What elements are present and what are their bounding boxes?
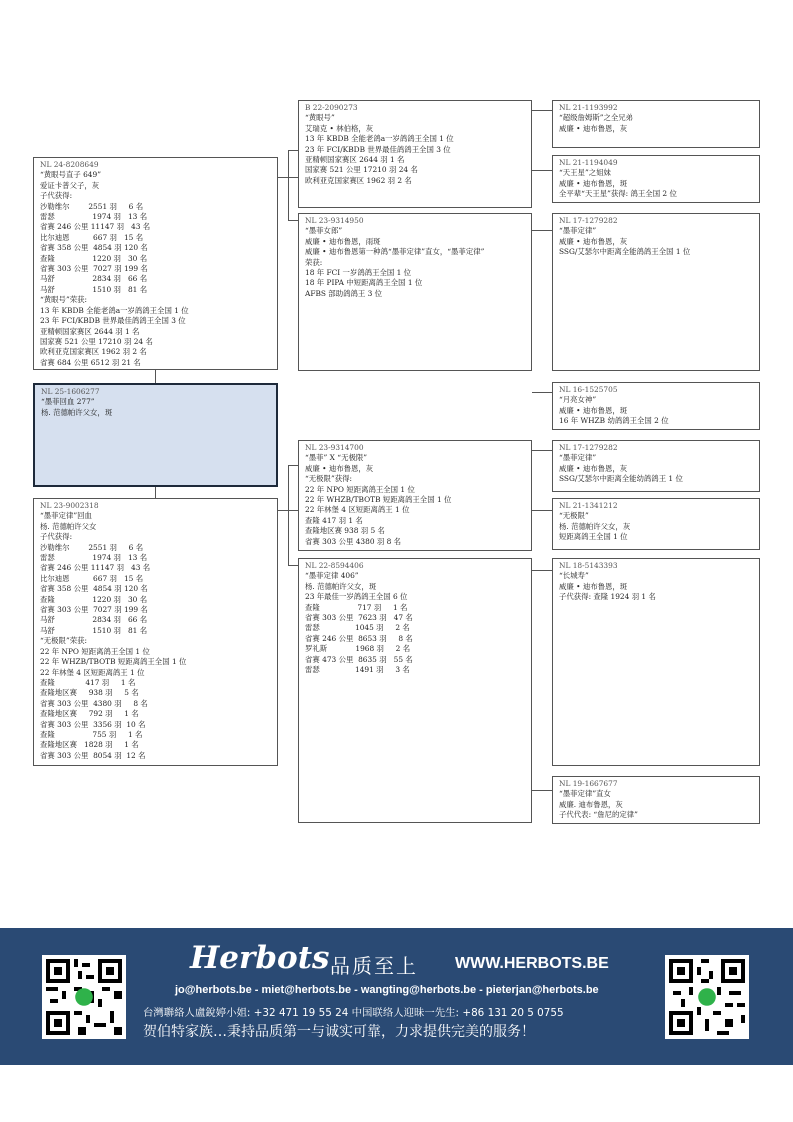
card-line: 威廉 • 迪布鲁恩，灰 [559,463,628,473]
card-line: 省赛 246 公里 11147 羽 43 名 [40,563,151,573]
card-line: 欧利亚克国家赛区 1962 羽 2 名 [40,347,147,357]
card-line: “超级詹姆斯”之全兄弟 [559,113,634,123]
card-line: 查隆 417 羽 1 名 [305,515,363,525]
card-line: “无极限”荣获: [40,636,88,646]
card-line: “无极限”获得: [305,474,353,484]
ring-number: NL 25-1606277 [41,387,100,396]
website-link[interactable]: WWW.HERBOTS.BE [455,955,609,972]
card-line: SSG/艾瑟尔中距离全能幼鸽鸽王 1 位 [559,474,683,484]
card-line: 马舒 2834 羽 66 名 [40,274,148,284]
card-line: “墨菲定律”回血 [40,511,92,521]
connector [288,220,298,221]
card-line: “墨菲定律” [559,453,597,463]
card-line: 雷瑟 1974 羽 13 名 [40,212,148,222]
card-line: 比尔迪恩 667 羽 15 名 [40,232,144,242]
card-line: 威廉 • 迪布鲁恩，斑 [559,581,628,591]
dam-card [33,498,278,766]
card-line: “长城寿” [559,571,589,581]
card-line: 爱证卡普父子，灰 [40,180,100,190]
card-line: “黄眼号直子 649” [40,170,101,180]
email-contacts[interactable]: jo@herbots.be - miet@herbots.be - wangting@herbots.be - pieterjan@herbots.be [175,984,599,996]
card-line: 查隆地区赛 938 羽 5 名 [40,688,139,698]
brand-slogan: 品质至上 [330,954,418,978]
grandsire-dam-card [298,440,532,551]
card-line: 查隆地区赛 938 羽 5 名 [305,526,385,536]
card-line: 国家赛 521 公里 17210 羽 24 名 [40,336,153,346]
card-line: “墨菲女郎” [305,226,343,236]
great-grandparent-card [552,776,760,824]
card-line: 子代代表: “詹尼的定律” [559,810,638,820]
card-line: 雷瑟 1491 羽 3 名 [305,665,410,675]
card-line: 雷瑟 1045 羽 2 名 [305,623,410,633]
brand-logo: Herbots [190,940,330,976]
card-line: 荣获: [305,257,323,267]
card-line: 威廉 • 迪布鲁恩，灰 [559,236,628,246]
card-line: “墨菲定律 406” [305,571,359,581]
card-line: 威廉 • 迪布鲁恩，灰 [559,123,628,133]
connector [532,110,552,111]
card-line: 查隆 717 羽 1 名 [305,602,408,612]
card-line: 22 年 WHZB/TBOTB 短距离鸽王全国 1 位 [305,495,452,505]
qr-code-right [665,955,749,1039]
ring-number: NL 18-5143393 [559,561,618,570]
card-line: 13 年 KBDB 全能老鸽a一岁鸽鸽王全国 1 位 [305,134,454,144]
ring-number: NL 21-1193992 [559,103,618,112]
connector [532,170,552,171]
great-grandparent-card [552,155,760,203]
card-line: 威廉 • 迪布鲁恩第一种鸽“墨菲定律”直女，“墨菲定律” [305,247,485,257]
card-line: 威廉 • 迪布鲁恩，雨斑 [305,236,381,246]
card-line: 23 年最佳一岁鸽鸽王全国 6 位 [305,592,408,602]
connector [532,510,552,511]
ring-number: NL 22-8594406 [305,561,364,570]
ring-number: NL 16-1525705 [559,385,618,394]
ring-number: B 22-2090273 [305,103,358,112]
great-grandparent-card [552,558,760,766]
card-line: 欧利亚克国家赛区 1962 羽 2 名 [305,175,412,185]
connector [532,790,552,791]
card-line: 杨. 范德帕许父女，斑 [41,407,113,417]
card-line: 查隆地区赛 792 羽 1 名 [40,709,139,719]
card-line: 22 年 NPO 短距离鸽王全国 1 位 [40,646,150,656]
card-line: 艾瑞克 • 林伯格，灰 [305,123,374,133]
card-line: 省赛 303 公里 4380 羽 8 名 [305,536,402,546]
card-line: 威廉 • 迪布鲁恩，斑 [559,178,628,188]
connector [532,450,552,451]
card-line: 23 年 FCI/KBDB 世界最佳鸽鸽王全国 3 位 [40,316,186,326]
card-line: 罗礼斯 1968 羽 2 名 [305,644,411,654]
card-line: 亚精顿国家赛区 2644 羽 1 名 [40,326,140,336]
card-line: “墨菲定律” [559,226,597,236]
card-line: 威廉 • 迪布鲁恩，斑 [559,405,628,415]
card-line: 马舒 1510 羽 81 名 [40,284,148,294]
connector [532,230,552,231]
card-line: 沙勒维尔 2551 羽 6 名 [40,201,144,211]
card-line: 威廉. 迪布鲁恩，灰 [559,799,623,809]
card-line: 省赛 246 公里 8653 羽 8 名 [305,633,413,643]
card-line: 省赛 303 公里 7027 羽 199 名 [40,264,148,274]
card-line: 16 年 WHZB 幼鸽鸽王全国 2 位 [559,416,669,426]
card-line: “黄眼号”荣获: [40,295,88,305]
card-line: 省赛 358 公里 4854 羽 120 名 [40,584,148,594]
card-line: 省赛 303 公里 8054 羽 12 名 [40,750,146,760]
connector [288,565,298,566]
card-line: AFBS 部助鸽鸽王 3 位 [305,288,383,298]
ring-number: NL 21-1194049 [559,158,618,167]
ring-number: NL 23-9002318 [40,501,99,510]
card-line: 13 年 KBDB 全能老鸽a一岁鸽鸽王全国 1 位 [40,305,189,315]
qr-code-left [42,955,126,1039]
sire-card [33,157,278,370]
card-line: 省赛 303 公里 7027 羽 199 名 [40,605,148,615]
card-line: 省赛 303 公里 4380 羽 8 名 [40,698,148,708]
qr-code-icon [665,955,749,1039]
card-line: 威廉 • 迪布鲁恩，灰 [305,463,374,473]
connector [288,465,298,466]
card-line: 雷瑟 1974 羽 13 名 [40,553,148,563]
connector [288,465,289,565]
connector [155,370,156,383]
pigeon-name: “墨菲回血 277” [41,397,95,407]
connector [155,487,156,498]
card-line: “天王星”之姐妹 [559,168,611,178]
card-line: 查隆 755 羽 1 名 [40,729,143,739]
phone-contacts: 台灣聯絡人盧銳婷小姐: +32 471 19 55 24 中国联络人迎昧一先生: +86 131 20 5 0755 [143,1007,564,1019]
card-line: 马舒 1510 羽 81 名 [40,625,148,635]
card-line: 省赛 358 公里 4854 羽 120 名 [40,243,148,253]
card-line: 查隆地区赛 1828 羽 1 名 [40,740,139,750]
card-line: 查隆 417 羽 1 名 [40,677,136,687]
card-line: SSG/艾瑟尔中距离全能鸽鸽王全国 1 位 [559,247,691,257]
card-line: “无极限” [559,511,589,521]
card-line: 查隆 1220 羽 30 名 [40,594,148,604]
card-line: “墨菲定律”直女 [559,789,611,799]
card-line: 国家赛 521 公里 17210 羽 24 名 [305,165,418,175]
card-line: 短距离鸽王全国 1 位 [559,532,628,542]
ring-number: NL 24-8208649 [40,160,99,169]
connector [288,150,298,151]
card-line: “月亮女神” [559,395,597,405]
card-line: 杨. 范德帕许父女 [40,521,97,531]
card-line: “黄眼号” [305,113,335,123]
card-line: 马舒 2834 羽 66 名 [40,615,148,625]
card-line: 18 年 FCI 一岁鸽鸽王全国 1 位 [305,268,412,278]
great-grandparent-card [552,440,760,492]
ring-number: NL 21-1341212 [559,501,618,510]
connector [288,150,289,220]
great-grandparent-card [552,382,760,430]
ring-number: NL 19-1667677 [559,779,618,788]
footer-motto: 贺伯特家族…秉持品质第一与诚实可靠，力求提供完美的服务！ [143,1024,535,1040]
grandsire-sire-card [298,100,532,208]
card-line: 22 年林堡 4 区短距离鸽王 1 位 [40,667,145,677]
card-line: 杨. 范德帕许父女，灰 [559,521,631,531]
card-line: 22 年 WHZB/TBOTB 短距离鸽王全国 1 位 [40,657,187,667]
granddam-sire-card [298,213,532,371]
ring-number: NL 23-9314950 [305,216,364,225]
card-line: 查隆 1220 羽 30 名 [40,253,148,263]
card-line: 沙勒维尔 2551 羽 6 名 [40,542,144,552]
card-line: 亚精顿国家赛区 2644 羽 1 名 [305,155,405,165]
card-line: 省赛 473 公里 8635 羽 55 名 [305,654,413,664]
card-line: “墨菲” X “无极限” [305,453,368,463]
card-line: 省赛 303 公里 7623 羽 47 名 [305,613,413,623]
card-line: 23 年 FCI/KBDB 世界最佳鸽鸽王全国 3 位 [305,144,451,154]
card-line: 杨. 范德帕许父女，斑 [305,581,377,591]
connector [532,392,552,393]
subject-card [33,383,278,487]
ring-number: NL 23-9314700 [305,443,364,452]
card-line: 子代获得: [40,532,73,542]
granddam-dam-card [298,558,532,823]
card-line: 省赛 684 公里 6512 羽 21 名 [40,357,141,367]
card-line: 22 年 NPO 短距离鸽王全国 1 位 [305,484,415,494]
ring-number: NL 17-1279282 [559,443,618,452]
connector [532,570,552,571]
great-grandparent-card [552,498,760,550]
card-line: 全平辈“天王星”获得: 鸽王全国 2 位 [559,189,677,199]
card-line: 子代获得: [40,191,73,201]
card-line: 省赛 246 公里 11147 羽 43 名 [40,222,151,232]
card-line: 子代获得: 查隆 1924 羽 1 名 [559,592,656,602]
card-line: 省赛 303 公里 3356 羽 10 名 [40,719,146,729]
great-grandparent-card [552,100,760,148]
card-line: 18 年 PIPA 中短距离鸽王全国 1 位 [305,278,423,288]
card-line: 22 年林堡 4 区短距离鸽王 1 位 [305,505,410,515]
great-grandparent-card [552,213,760,371]
qr-code-icon [42,955,126,1039]
card-line: 比尔迪恩 667 羽 15 名 [40,573,144,583]
ring-number: NL 17-1279282 [559,216,618,225]
